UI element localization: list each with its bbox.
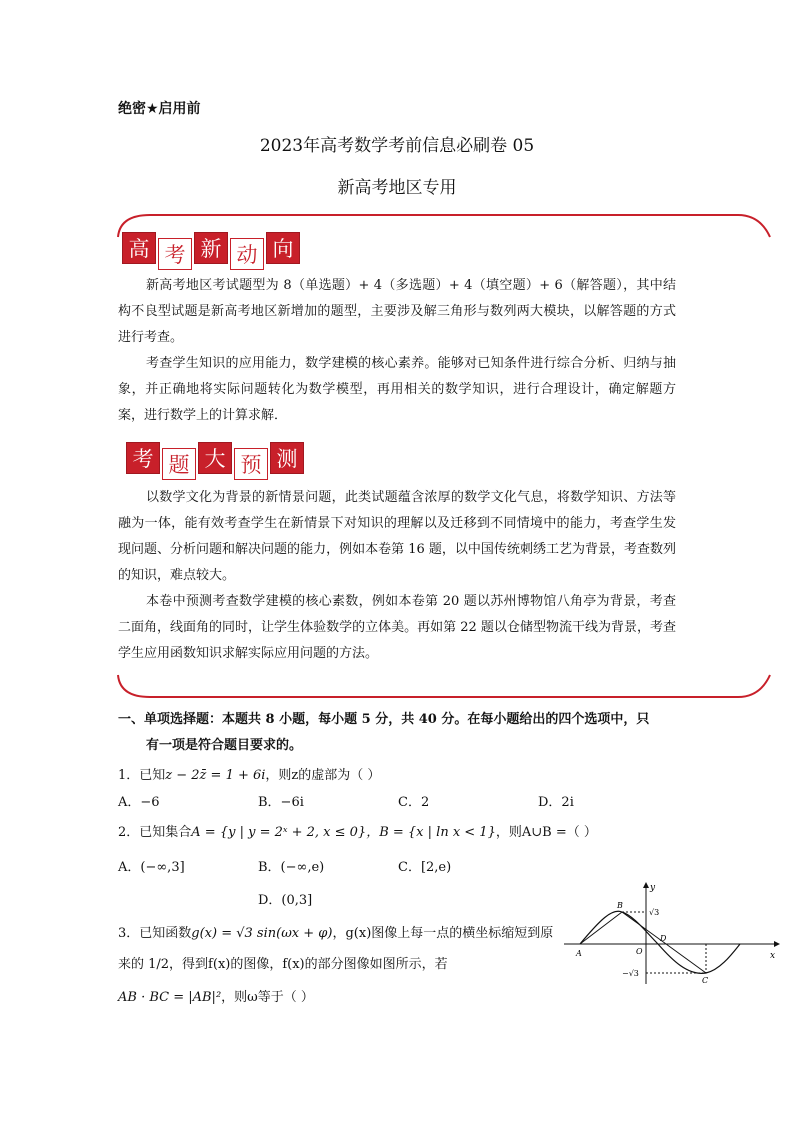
q3-line1-suffix: ，g(x)图像上每一点的横坐标缩短到原 [332,926,554,941]
x-axis-label: x [770,951,776,961]
question-2 [118,821,597,840]
exam-title: 2023年高考数学考前信息必刷卷 05 [259,136,535,156]
confidential-label: 绝密★启用前 [118,101,201,117]
part1-heading [118,707,678,759]
q3-line3-suffix: ，则ω等于（ ） [221,990,314,1005]
paragraph: 本卷中预测考查数学建模的核心素数，例如本卷第 20 题以苏州博物馆八角亭为背景，考查二面角，线面角的同时，让学生体验数学的立体美。再如第 22 题以仓储型物流干线为背景，考查学生应用函数知识求解实际应用问题的方法。 [118,594,676,661]
point-d-label: D [660,934,667,943]
q3-vector-condition: AB · BC = |AB|² [118,990,222,1005]
banner-char: 大 [198,442,232,474]
banner-char: 题 [162,448,196,480]
q2-option-a: A．(−∞,3] [118,860,185,875]
banner-char: 预 [234,448,268,480]
q2-option-d: D．(0,3] [258,893,313,908]
y-bottom-label: −√3 [622,969,639,978]
q1-option-d: D．2i [538,795,574,810]
banner-new-trends [122,232,300,270]
y-top-label: √3 [649,908,660,917]
y-axis-label: y [650,883,656,893]
q2-expression: A = {y | y = 2ˣ + 2, x ≤ 0}，B = {x | ln x < 1} [191,825,496,840]
q3-line-2: 来的 1/2，得到f(x)的图像，f(x)的部分图像如图所示，若 [118,957,448,972]
q2-suffix: ，则A∪B =（ ） [495,825,597,840]
banner-char: 向 [266,232,300,264]
q2-prefix: 2．已知集合 [118,825,192,840]
q1-expression: z − 2z̄ = 1 + 6i [165,768,266,783]
section-new-trends [118,273,676,429]
function-graph [560,880,780,985]
part1-heading-line1: 一、单项选择题：本题共 8 小题，每小题 5 分，共 40 分。在每小题给出的四个选项中，只 [118,712,650,727]
paragraph: 考查学生知识的应用能力，数学建模的核心素养。能够对已知条件进行综合分析、归纳与抽象，并正确地将实际问题转化为数学模型，再用相关的数学知识，进行合理设计，确定解题方案，进行数学上的计算求解． [118,356,676,423]
q2-option-c: C．[2,e) [398,860,452,875]
banner-char: 高 [122,232,156,264]
section-exam-predictions [118,485,676,667]
part1-heading-line2: 有一项是符合题目要求的。 [146,738,303,753]
banner-char: 考 [126,442,160,474]
banner-char: 新 [194,232,228,264]
q2-option-b: B．(−∞,e) [258,860,325,875]
question-1 [118,764,380,783]
banner-exam-predictions [126,442,304,480]
x-axis-arrow [774,941,780,947]
point-b-label: B [617,901,623,910]
y-axis-arrow [643,882,649,888]
q3-line-3 [118,986,558,1005]
paragraph: 新高考地区考试题型为 8（单选题）+ 4（多选题）+ 4（填空题）+ 6（解答题），其中结构不良型试题是新高考地区新增加的题型，主要涉及解三角形与数列两大模块，以解答题的方式进行考查。 [118,278,676,345]
q3-line-1 [118,922,558,941]
exam-subtitle: 新高考地区专用 [337,178,457,198]
q1-option-b: B．−6i [258,795,304,810]
banner-char: 考 [158,238,192,270]
q1-prefix: 1．已知 [118,768,166,783]
q1-option-c: C．2 [398,795,430,810]
point-a-label: A [576,949,582,958]
question-3 [118,922,558,1005]
origin-label: O [636,947,643,956]
banner-char: 测 [270,442,304,474]
point-c-label: C [702,976,709,985]
q3-function: g(x) = √3 sin(ωx + φ) [191,926,333,941]
q3-prefix: 3．已知函数 [118,926,192,941]
banner-char: 动 [230,238,264,270]
paragraph: 以数学文化为背景的新情景问题，此类试题蕴含浓厚的数学文化气息，将数学知识、方法等融为一体，能有效考查学生在新情景下对知识的理解以及迁移到不同情境中的能力，考查学生发现问题、分析问题和解决问题的能力，例如本卷第 16 题，以中国传统刺绣工艺为背景，考查数列的知识，难点较大。 [118,490,676,583]
segment-ab [580,912,622,944]
q1-suffix: ，则z的虚部为（ ） [265,768,381,783]
q1-option-a: A．−6 [118,795,160,810]
